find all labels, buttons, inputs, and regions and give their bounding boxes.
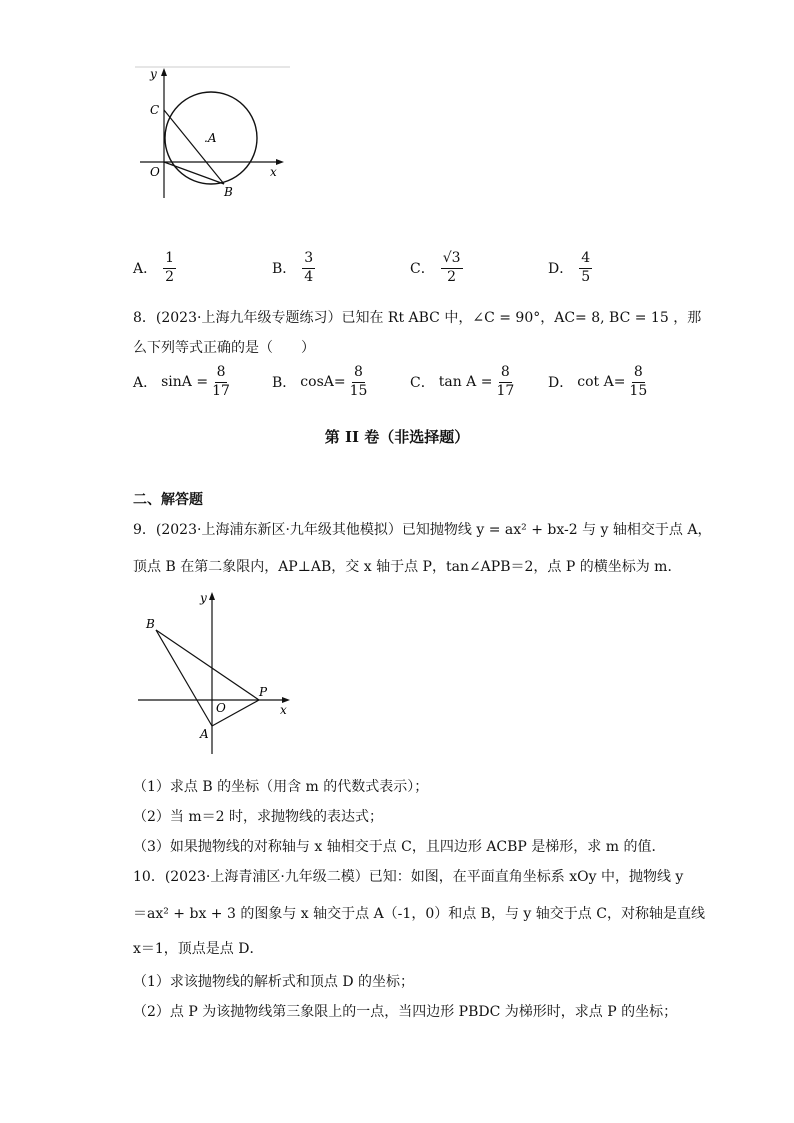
q7-option-c[interactable]: C． $\frac{√3}{2}$ [410, 250, 461, 285]
q8-option-c[interactable]: C． tan A = $\frac{8}{17}$ [410, 364, 515, 399]
label-c: C [150, 103, 160, 117]
triangle-figure [132, 586, 302, 756]
label-p: P [259, 685, 268, 699]
circle-figure [130, 62, 300, 202]
q9-sub3: （3）如果抛物线的对称轴与 x 轴相交于点 C，且四边形 ACBP 是梯形，求 m 的值． [133, 839, 666, 855]
q9-line1: 9．(2023·上海浦东新区·九年级其他模拟）已知抛物线 y = ax² + bx-2 与 y 轴相交于点 A， [133, 522, 712, 538]
q10-sub2: （2）点 P 为该抛物线第三象限上的一点，当四边形 PBDC 为梯形时，求点 P 的坐标； [133, 1004, 678, 1020]
q10-line3: x＝1，顶点是点 D． [133, 941, 264, 957]
q7-option-b[interactable]: B． $\frac{3}{4}$ [272, 250, 314, 285]
q9-sub2: （2）当 m＝2 时，求抛物线的表达式； [133, 809, 383, 825]
q10-sub1: （1）求该抛物线的解析式和顶点 D 的坐标； [133, 974, 415, 990]
label-a: A [200, 727, 209, 741]
label-y: y [150, 67, 157, 81]
section-title: 第 II 卷（非选择题） [324, 428, 470, 446]
q9-sub1: （1）求点 B 的坐标（用含 m 的代数式表示）； [133, 779, 429, 795]
q10-line2: ＝ax² + bx + 3 的图象与 x 轴交于点 A（-1，0）和点 B，与 y 轴交于点 C，对称轴是直线 [133, 906, 705, 922]
label-x: x [280, 703, 287, 717]
q8-option-d[interactable]: D． cot A= $\frac{8}{15}$ [548, 364, 648, 399]
q8-option-b[interactable]: B． cosA= $\frac{8}{15}$ [272, 364, 368, 399]
q8-line1: 8．(2023·上海九年级专题练习）已知在 Rt ABC 中，∠C = 90°，AC= 8, BC = 15 ，那 [133, 310, 702, 326]
label-a: .A [204, 131, 217, 145]
label-y: y [200, 591, 207, 605]
q8-line2: 么下列等式正确的是（ ） [133, 340, 315, 356]
part-title: 二、解答题 [133, 492, 203, 508]
segment-bp [156, 630, 259, 700]
label-b: B [146, 617, 155, 631]
q10-line1: 10．(2023·上海青浦区·九年级二模）已知：如图，在平面直角坐标系 xOy 中，抛物线 y [133, 869, 684, 885]
segment-ba [156, 630, 212, 726]
q7-option-d[interactable]: D． $\frac{4}{5}$ [548, 250, 591, 285]
label-b: B [224, 185, 233, 199]
label-o: O [216, 701, 226, 715]
q7-option-a[interactable]: A． $\frac{1}{2}$ [133, 250, 175, 285]
label-o: O [150, 165, 160, 179]
label-x: x [270, 165, 277, 179]
q8-option-a[interactable]: A． sinA = $\frac{8}{17}$ [133, 364, 230, 399]
q9-line2: 顶点 B 在第二象限内，AP⊥AB，交 x 轴于点 P，tan∠APB＝2，点 P 的横坐标为 m． [133, 559, 682, 575]
